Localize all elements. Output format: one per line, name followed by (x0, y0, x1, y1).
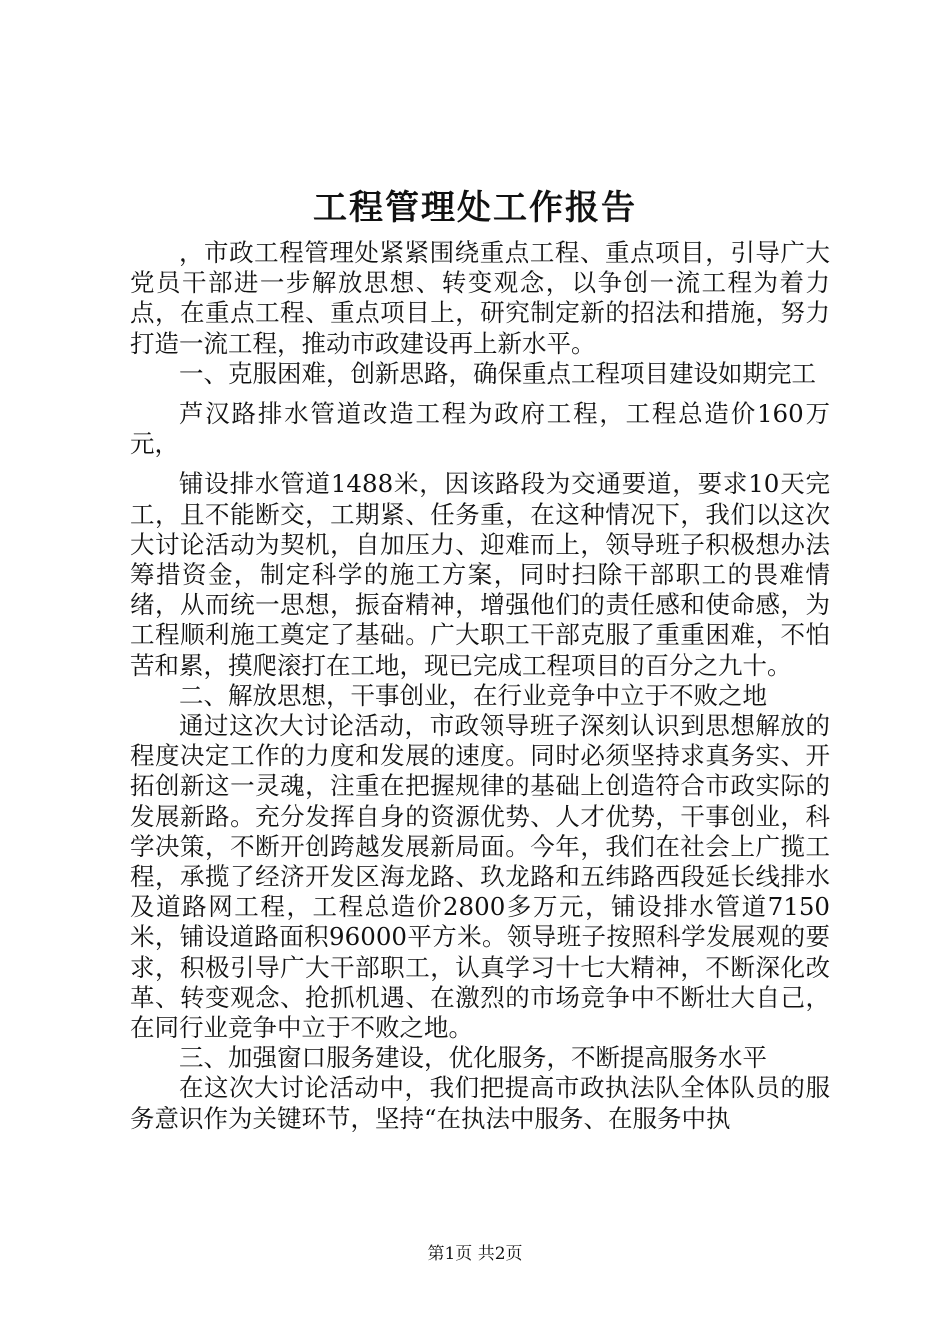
document-body (130, 238, 830, 1134)
paragraph: 铺设排水管道1488米，因该路段为交通要道，要求10天完工，且不能断交，工期紧、任务重，在这种情况下，我们以这次大讨论活动为契机，自加压力、迎难而上，领导班子积极想办法筹措资金，制定科学的施工方案，同时扫除干部职工的畏难情绪，从而统一思想，振奋精神，增强他们的责任感和使命感，为工程顺利施工奠定了基础。广大职工干部克服了重重困难，不怕苦和累，摸爬滚打在工地，现已完成工程项目的百分之九十。 (130, 469, 830, 680)
paragraph: 在这次大讨论活动中，我们把提高市政执法队全体队员的服务意识作为关键环节，坚持“在执法中服务、在服务中执 (130, 1073, 830, 1133)
section-heading-3: 三、加强窗口服务建设，优化服务，不断提高服务水平 (179, 1043, 767, 1073)
page-number-footer: 第1页 共2页 (427, 1244, 523, 1264)
paragraph: 通过这次大讨论活动，市政领导班子深刻认识到思想解放的程度决定工作的力度和发展的速度。同时必须坚持求真务实、开拓创新这一灵魂，注重在把握规律的基础上创造符合市政实际的发展新路。充分发挥自身的资源优势、人才优势，干事创业，科学决策，不断开创跨越发展新局面。今年，我们在社会上广揽工程，承揽了经济开发区海龙路、玖龙路和五纬路西段延长线排水及道路网工程，工程总造价2800多万元，铺设排水管道7150米，铺设道路面积96000平方米。领导班子按照科学发展观的要求，积极引导广大干部职工，认真学习十七大精神，不断深化改革、转变观念、抢抓机遇、在激烈的市场竞争中不断壮大自己，在同行业竞争中立于不败之地。 (130, 711, 830, 1043)
document-title: 工程管理处工作报告 (313, 188, 637, 228)
paragraph: 芦汉路排水管道改造工程为政府工程，工程总造价160万元， (130, 399, 830, 459)
section-heading-1: 一、克服困难，创新思路，确保重点工程项目建设如期完工 (179, 358, 816, 388)
section-heading-2: 二、解放思想，干事创业，在行业竞争中立于不败之地 (179, 680, 767, 710)
paragraph-intro: ，市政工程管理处紧紧围绕重点工程、重点项目，引导广大党员干部进一步解放思想、转变观念，以争创一流工程为着力点，在重点工程、重点项目上，研究制定新的招法和措施，努力打造一流工程，推动市政建设再上新水平。 (130, 238, 830, 358)
